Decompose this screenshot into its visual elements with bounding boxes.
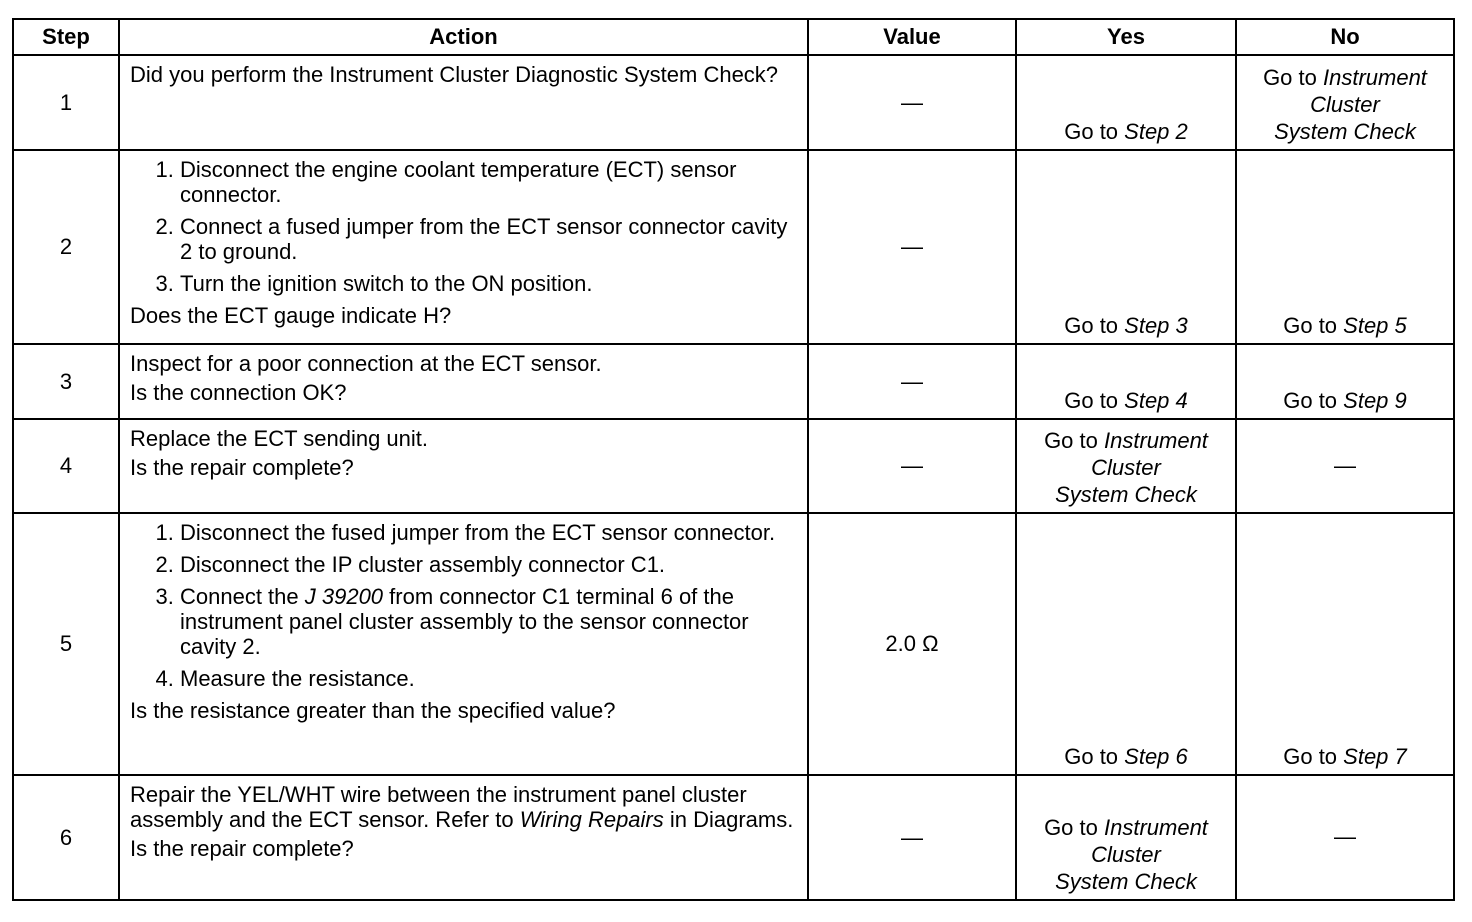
- action-text: Replace the ECT sending unit.: [130, 426, 428, 451]
- yes-prefix: Go to: [1044, 815, 1104, 840]
- action-steps: [130, 520, 799, 691]
- action-cell: [119, 150, 808, 344]
- no-cell: [1236, 513, 1454, 775]
- action-question: Is the repair complete?: [130, 455, 354, 480]
- yes-prefix: Go to: [1044, 428, 1104, 453]
- no-prefix: Go to: [1283, 388, 1344, 413]
- action-step-item: 1. Disconnect the fused jumper from the ECT sensor connector.: [180, 520, 799, 545]
- value-cell: —: [808, 419, 1016, 513]
- no-prefix: Go to: [1283, 744, 1344, 769]
- header-row: [13, 19, 1454, 55]
- action-step-item: [180, 584, 799, 659]
- header-step: Step: [13, 19, 119, 55]
- header-value: Value: [808, 19, 1016, 55]
- step-number: 5: [13, 513, 119, 775]
- yes-ref-line1: Instrument: [1103, 815, 1208, 840]
- action-step-item: 2. Disconnect the IP cluster assembly connector C1.: [180, 552, 799, 577]
- yes-cell: [1016, 775, 1236, 900]
- no-cell: [1236, 344, 1454, 419]
- header-action: Action: [119, 19, 808, 55]
- table-row: [13, 344, 1454, 419]
- action-cell: [119, 775, 808, 900]
- action-question: Is the resistance greater than the specified value?: [130, 698, 616, 723]
- step-number: 1: [13, 55, 119, 150]
- yes-cell: [1016, 150, 1236, 344]
- action-question: Is the connection OK?: [130, 380, 347, 405]
- yes-cell: [1016, 344, 1236, 419]
- value-cell: —: [808, 344, 1016, 419]
- action-step-item: 4. Measure the resistance.: [180, 666, 799, 691]
- step-number: 4: [13, 419, 119, 513]
- action-question: Is the repair complete?: [130, 836, 354, 861]
- value-cell: 2.0 Ω: [808, 513, 1016, 775]
- no-step-ref: Step 9: [1343, 388, 1407, 413]
- yes-step-ref: Step 6: [1124, 744, 1188, 769]
- yes-prefix: Go to: [1064, 313, 1125, 338]
- yes-cell: [1016, 513, 1236, 775]
- no-ref-line1: Instrument: [1322, 65, 1427, 90]
- action-steps: [130, 157, 799, 296]
- no-cell: [1236, 150, 1454, 344]
- table-row: [13, 419, 1454, 513]
- yes-step-ref: Step 2: [1124, 119, 1188, 144]
- header-yes: Yes: [1016, 19, 1236, 55]
- yes-cell: [1016, 55, 1236, 150]
- action-text-before: Repair the YEL/WHT wire between the instrument panel cluster assembly and the ECT sensor. Refer to: [130, 782, 747, 832]
- step-text-after: from connector C1 terminal 6 of the instrument panel cluster assembly to the sensor connector cavity 2.: [180, 584, 749, 659]
- yes-prefix: Go to: [1064, 119, 1125, 144]
- no-cell: —: [1236, 775, 1454, 900]
- yes-ref-line2: Cluster: [1091, 842, 1161, 867]
- action-step-item: 1. Disconnect the engine coolant temperature (ECT) sensor connector.: [180, 157, 799, 207]
- yes-step-ref: Step 4: [1124, 388, 1188, 413]
- value-cell: —: [808, 775, 1016, 900]
- no-ref-line2: Cluster: [1310, 92, 1380, 117]
- step-text-before: Connect the: [180, 584, 305, 609]
- no-step-ref: Step 7: [1343, 744, 1407, 769]
- action-cell: [119, 419, 808, 513]
- no-ref-line3: System Check: [1274, 119, 1416, 144]
- table-row: [13, 55, 1454, 150]
- yes-prefix: Go to: [1064, 388, 1125, 413]
- action-cell: [119, 344, 808, 419]
- yes-step-ref: Step 3: [1124, 313, 1188, 338]
- table-row: [13, 513, 1454, 775]
- step-number: 2: [13, 150, 119, 344]
- tool-ref: J 39200: [304, 584, 384, 609]
- yes-ref-line2: Cluster: [1091, 455, 1161, 480]
- yes-ref-line3: System Check: [1055, 482, 1197, 507]
- table-row: [13, 150, 1454, 344]
- step-number: 6: [13, 775, 119, 900]
- yes-cell: [1016, 419, 1236, 513]
- action-cell: [119, 513, 808, 775]
- value-cell: —: [808, 55, 1016, 150]
- step-number: 3: [13, 344, 119, 419]
- action-text: [130, 782, 799, 832]
- no-prefix: Go to: [1263, 65, 1323, 90]
- no-prefix: Go to: [1283, 313, 1344, 338]
- diagnostic-table: [12, 18, 1455, 901]
- action-text: Inspect for a poor connection at the ECT sensor.: [130, 351, 602, 376]
- yes-prefix: Go to: [1064, 744, 1125, 769]
- header-no: No: [1236, 19, 1454, 55]
- table-row: [13, 775, 1454, 900]
- wiring-repairs-ref: Wiring Repairs: [519, 807, 664, 832]
- action-question: Did you perform the Instrument Cluster Diagnostic System Check?: [130, 62, 779, 87]
- no-step-ref: Step 5: [1343, 313, 1407, 338]
- action-cell: [119, 55, 808, 150]
- value-cell: —: [808, 150, 1016, 344]
- yes-ref-line1: Instrument: [1103, 428, 1208, 453]
- action-step-item: 3. Turn the ignition switch to the ON position.: [180, 271, 799, 296]
- no-cell: —: [1236, 419, 1454, 513]
- action-text-after: in Diagrams.: [663, 807, 794, 832]
- action-question: Does the ECT gauge indicate H?: [130, 303, 452, 328]
- action-step-item: 2. Connect a fused jumper from the ECT sensor connector cavity 2 to ground.: [180, 214, 799, 264]
- no-cell: [1236, 55, 1454, 150]
- yes-ref-line3: System Check: [1055, 869, 1197, 894]
